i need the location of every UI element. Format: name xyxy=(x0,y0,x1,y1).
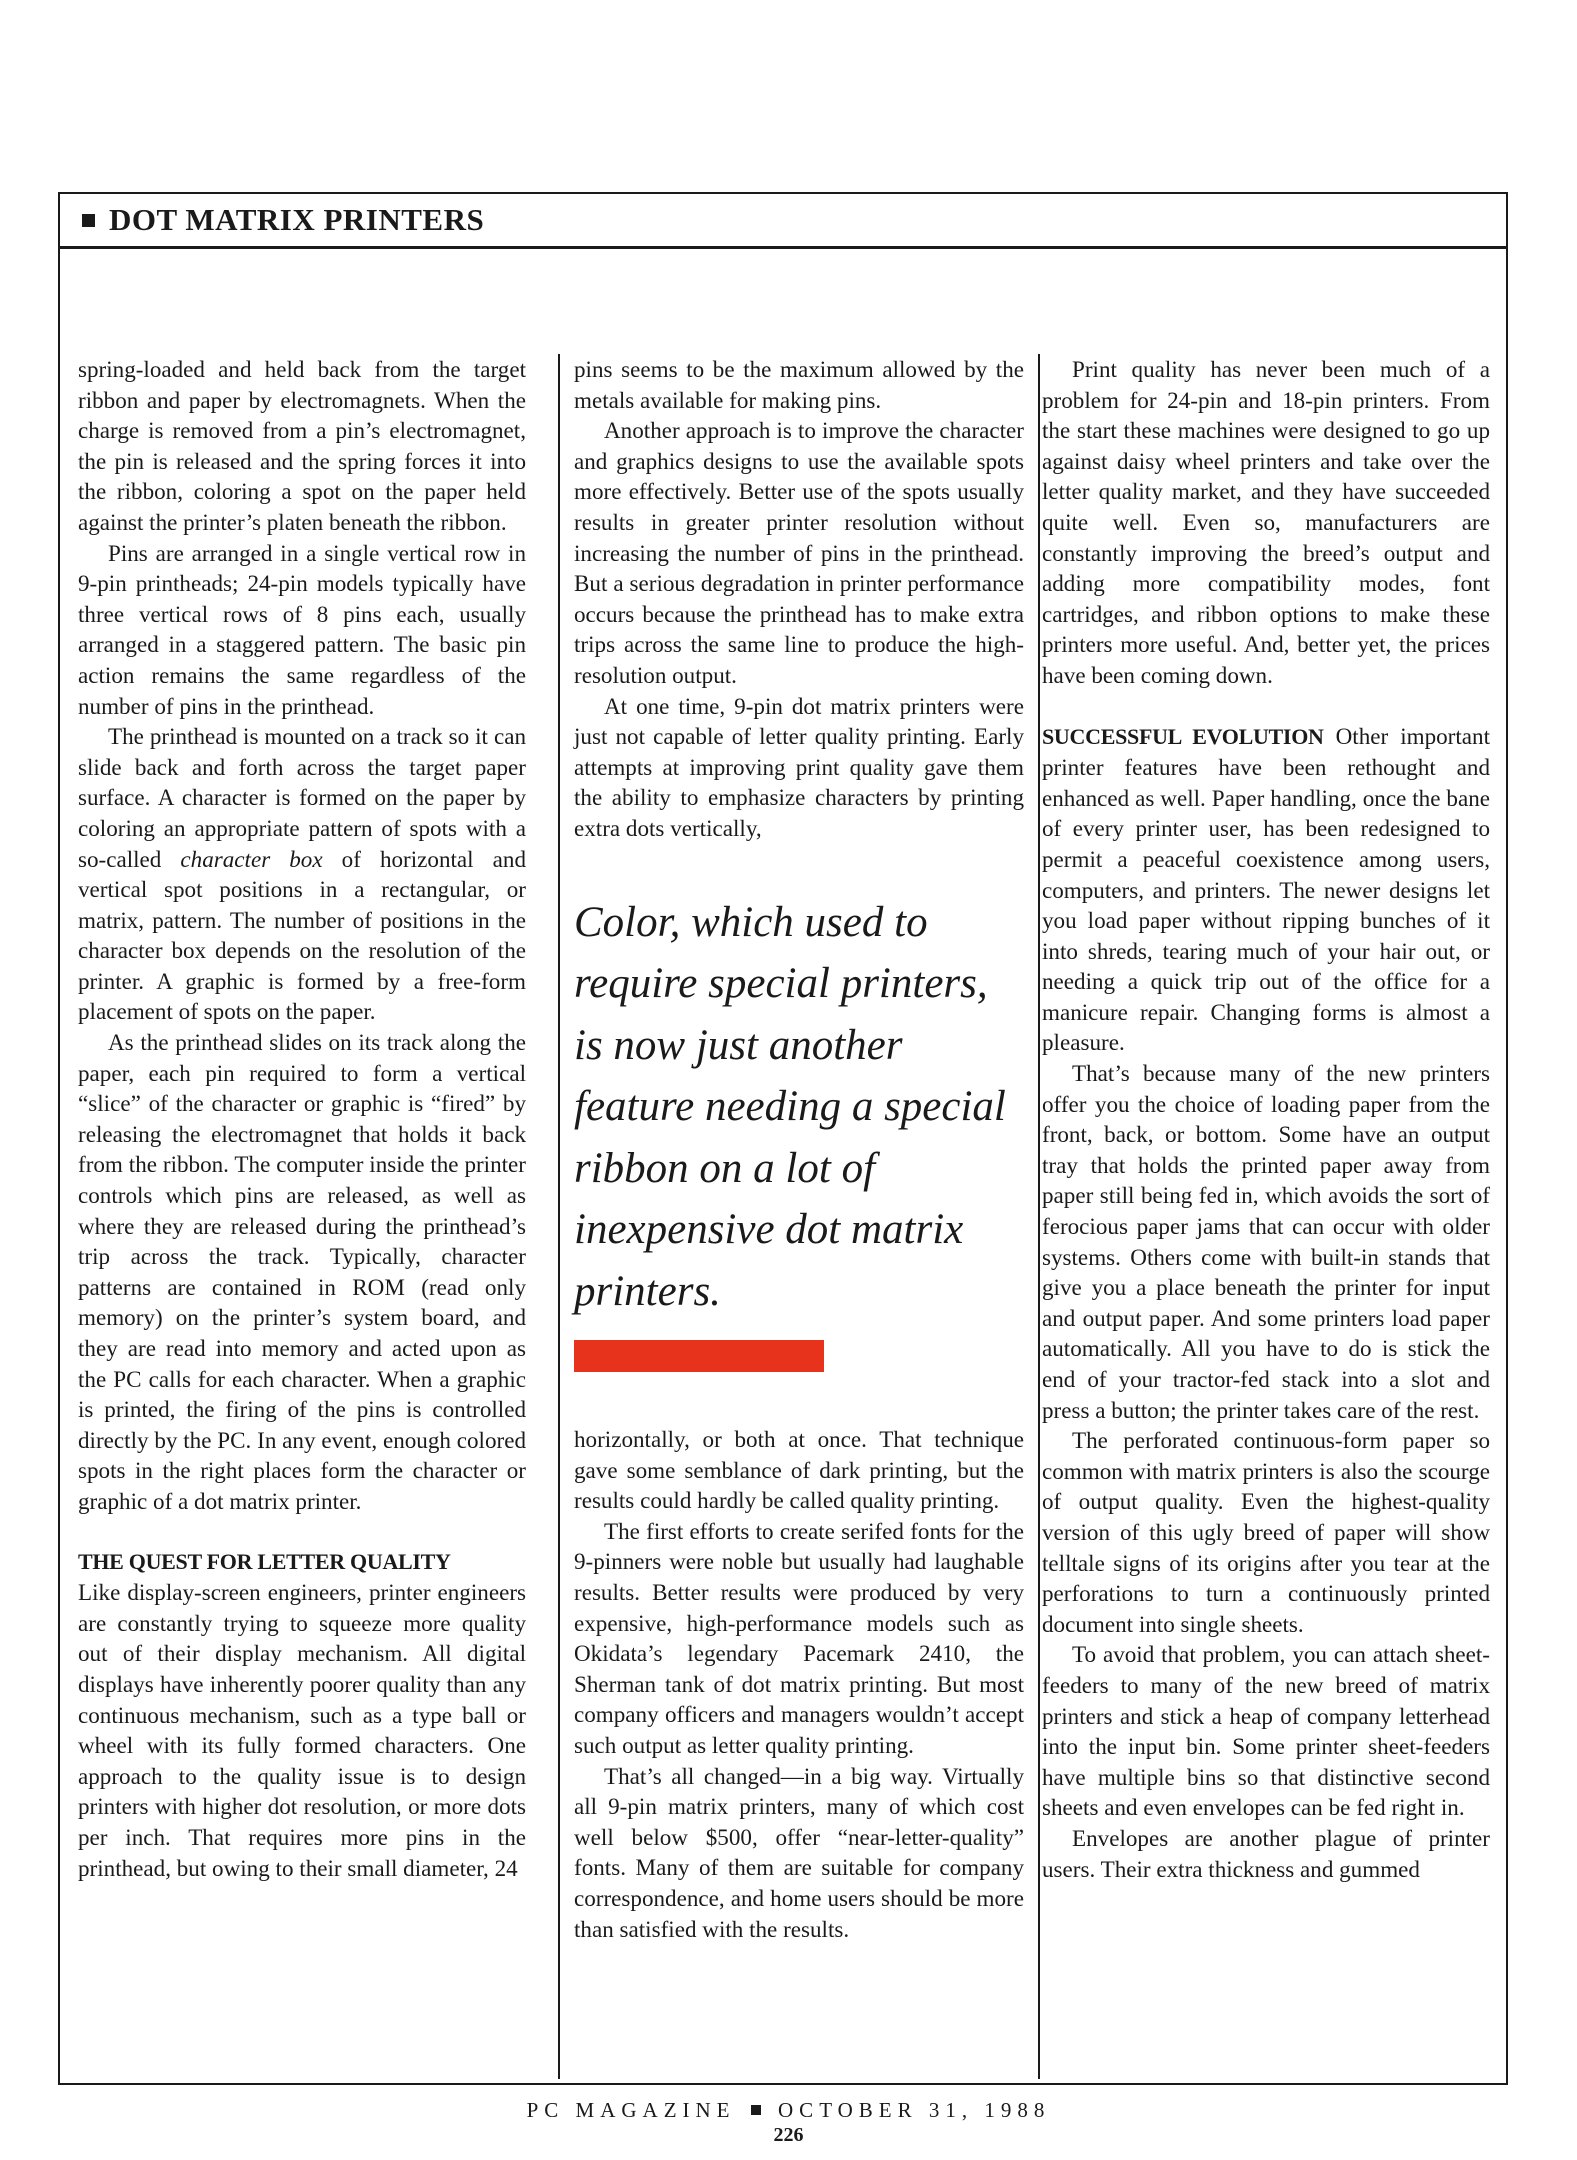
paragraph: Print quality has never been much of a problem for 24-pin and 18-pin printers. From the start these machines were designed to go up against daisy wheel printers and take over the letter quality market, and they have succeeded quite well. Even so, manufacturers are constantly improving the breed’s output and adding more compatibility modes, font cartridges, and ribbon options to make these printers more useful. And, better yet, the prices have been coming down. xyxy=(1042,356,1490,688)
paragraph: horizontally, or both at once. That technique gave some semblance of dark printing, but the results could hardly be called quality printing. xyxy=(574,1426,1024,1514)
paragraph xyxy=(1042,721,1490,1059)
page-number: 226 xyxy=(773,2124,804,2146)
pull-quote-text: Color, which used to require special printers, is now just another feature needing a special ribbon on a lot of inexpensive dot matrix printers. xyxy=(574,898,1006,1315)
paragraph: Envelopes are another plague of printer users. Their extra thickness and gummed xyxy=(1042,1824,1490,1882)
paragraph: That’s all changed—in a big way. Virtually all 9-pin matrix printers, many of which cost well below $500, offer “near-letter-quality” fonts. Many of them are suitable for company correspondence, and home users should be more than satisfied with the results. xyxy=(574,1762,1024,1942)
subheading: THE QUEST FOR LETTER QUALITY xyxy=(78,1548,451,1574)
issue-date: OCTOBER 31, 1988 xyxy=(778,2098,1051,2122)
paragraph: pins seems to be the maximum allowed by the metals available for making pins. xyxy=(574,356,1024,413)
paragraph: Pins are arranged in a single vertical row in 9-pin printheads; 24-pin models typically have three vertical rows of 8 pins each, usually arranged in a staggered pattern. The basic pin action remains the same regardless of the number of pins in the printhead. xyxy=(78,539,526,719)
section-header xyxy=(60,194,1506,249)
footer-bullet-icon xyxy=(751,2105,761,2115)
subheading: SUCCESSFUL EVOLUTION xyxy=(1042,723,1324,749)
paragraph: The first efforts to create serifed fonts for the 9-pinners were noble but usually had laughable results. Better results were produced by very expensive, high-performance models such as Okidata’s legendary Pacemark 2410, the Sherman tank of dot matrix printing. But most company officers and managers wouldn’t accept such output as letter quality printing. xyxy=(574,1517,1024,1758)
page-footer xyxy=(0,2098,1577,2123)
paragraph: To avoid that problem, you can attach sheet-feeders to many of the new breed of matrix printers and stick a heap of company letterhead into the input bin. Some printer sheet-feeders have multiple bins so that distinctive second sheets and even envelopes can be fed right in. xyxy=(1042,1641,1490,1821)
header-bullet-icon xyxy=(82,214,95,227)
paragraph: The perforated continuous-form paper so common with matrix printers is also the scourge of output quality. Even the highest-quality version of this ugly breed of paper will show telltale signs of its origins after you tear at the perforations to turn a continuously printed document into single sheets. xyxy=(1042,1427,1490,1637)
paragraph: Another approach is to improve the character and graphics designs to use the available spots more effectively. Better use of the spots usually results in greater printer resolution without increasing the number of pins in the printhead. But a serious degradation in printer performance occurs because the printhead has to make extra trips across the same line to produce the high-resolution output. xyxy=(574,417,1024,688)
paragraph: At one time, 9-pin dot matrix printers were just not capable of letter quality printing. Early attempts at improving print quality gave them the ability to emphasize characters by printing extra dots vertically, xyxy=(574,692,1024,841)
text-run: The printhead is mounted on a track so it can slide back and forth across the target paper surface. A character is formed on the paper by coloring an appropriate pattern of spots with a so-called xyxy=(78,723,526,872)
column-2 xyxy=(558,354,1040,2079)
article-frame xyxy=(58,192,1508,2085)
section-title: DOT MATRIX PRINTERS xyxy=(109,202,485,237)
pull-quote-accent-bar xyxy=(574,1340,824,1372)
paragraph: As the printhead slides on its track along the paper, each pin required to form a vertical “slice” of the character or graphic is “fired” by releasing the electromagnet that holds it back from the ribbon. The computer inside the printer controls which pins are released, as well as where they are released during the printhead’s trip across the track. Typically, character patterns are contained in ROM (read only memory) on the printer’s system board, and they are read into memory and acted upon as the PC calls for each character. When a graphic is printed, the firing of the pins is controlled directly by the PC. In any event, enough colored spots in the right places form the character or graphic of a dot matrix printer. xyxy=(78,1029,526,1514)
text-run: of horizontal and vertical spot positions in a rectangular, or matrix, pattern. The number of positions in the character box depends on the resolution of the printer. A graphic is formed by a free-form placement of spots on the paper. xyxy=(78,845,526,1025)
emphasis-term: character box xyxy=(180,845,323,872)
magazine-name: PC MAGAZINE xyxy=(526,2098,736,2122)
paragraph: That’s because many of the new printers offer you the choice of loading paper from the front, back, or bottom. Some have an output tray that holds the printed paper away from paper still being fed in, which avoids the sort of ferocious paper jams that can occur with older systems. Others come with built-in stands that give you a place beneath the printer for input and output paper. And some printers load paper automatically. All you have to do is stick the end of your tractor-fed stack into a slot and press a button; the printer takes care of the rest. xyxy=(1042,1060,1490,1423)
paragraph xyxy=(78,721,526,1027)
pull-quote xyxy=(574,892,1024,1373)
column-1 xyxy=(78,354,526,1883)
paragraph: spring-loaded and held back from the target ribbon and paper by electromagnets. When the charge is removed from a pin’s electromagnet, the pin is released and the spring forces it into the ribbon, coloring a spot on the paper held against the printer’s platen beneath the ribbon. xyxy=(78,356,526,535)
column-3 xyxy=(1042,354,1490,1884)
paragraph: Like display-screen engineers, printer engineers are constantly trying to squeeze more quality out of their display mechanism. All digital displays have inherently poorer quality than any continuous mechanism, such as a type ball or wheel with its fully formed characters. One approach to the quality issue is to design printers with higher dot resolution, or more dots per inch. That requires more pins in the printhead, but owing to their small diameter, 24 xyxy=(78,1579,526,1881)
text-run: Other important printer features have been rethought and enhanced as well. Paper handling, once the bane of every printer user, has been redesigned to permit a peaceful coexistence among users, computers, and printers. The newer designs let you load paper without ripping bunches of it into shreds, tearing much of your hair out, or needing a quick trip out of the office for a manicure repair. Changing forms is almost a pleasure. xyxy=(1042,722,1490,1056)
